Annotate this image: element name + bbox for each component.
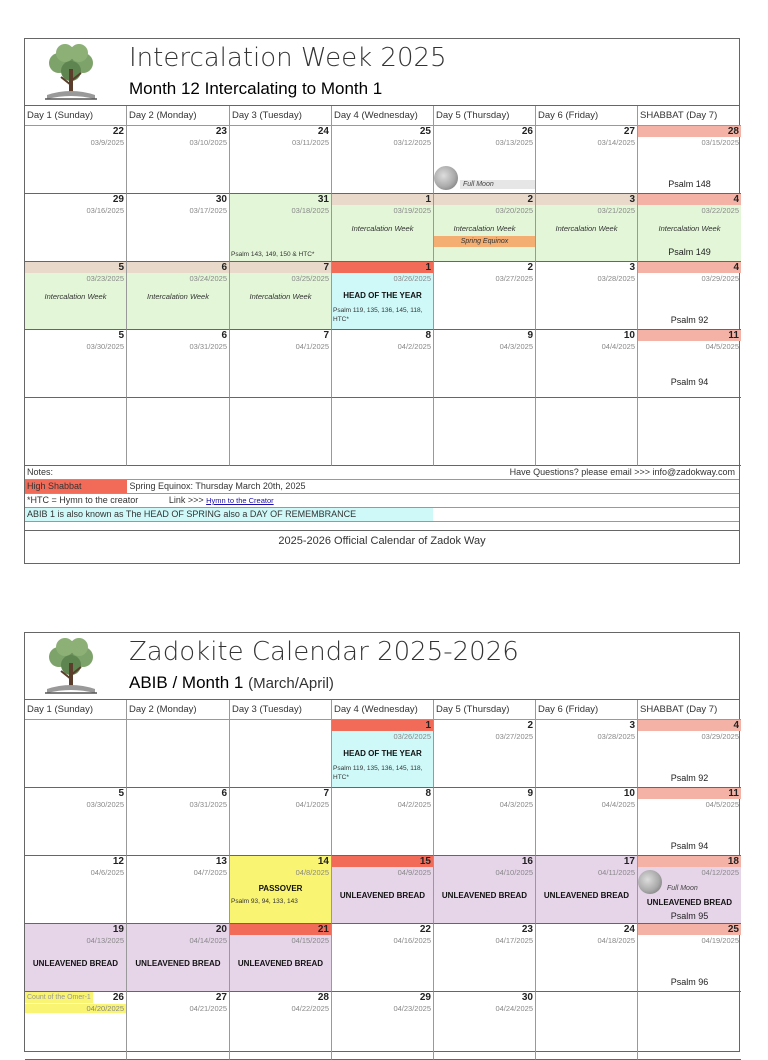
day-header: Day 4 (Wednesday)	[332, 700, 434, 720]
htc-note: *HTC = Hymn to the creator	[27, 495, 139, 505]
day-cell	[536, 856, 638, 924]
day-cell	[25, 924, 127, 992]
day-cell	[638, 194, 741, 262]
day-cell	[230, 924, 332, 992]
day-cell	[332, 924, 434, 992]
gregorian-date: 03/29/2025	[701, 732, 739, 741]
day-number: 12	[112, 856, 124, 867]
day-number: 26	[521, 126, 533, 137]
day-cell	[230, 262, 332, 330]
gregorian-date: 03/12/2025	[393, 138, 431, 147]
day-cell	[127, 788, 230, 856]
day-number: 29	[112, 194, 124, 205]
day-number: 3	[629, 262, 635, 273]
day-cell	[536, 330, 638, 398]
day-number: 18	[638, 856, 741, 867]
gregorian-date: 03/25/2025	[291, 274, 329, 283]
day-number: 23	[215, 126, 227, 137]
day-cell	[536, 262, 638, 330]
abib-note: ABIB 1 is also known as The HEAD OF SPRING also a DAY OF REMEMBRANCE	[25, 508, 433, 521]
day-number: 4	[638, 720, 741, 731]
day-number: 13	[215, 856, 227, 867]
day-number: 1	[332, 194, 433, 205]
day-header: Day 2 (Monday)	[127, 106, 230, 126]
day-cell	[434, 262, 536, 330]
day-cell	[638, 262, 741, 330]
gregorian-date: 04/11/2025	[598, 868, 635, 877]
equinox-label: Spring Equinox	[434, 236, 535, 247]
empty-cell	[127, 720, 230, 788]
day-header: SHABBAT (Day 7)	[638, 106, 741, 126]
day-header: Day 1 (Sunday)	[25, 106, 127, 126]
gregorian-date: 04/23/2025	[393, 1004, 431, 1013]
day-header: Day 6 (Friday)	[536, 106, 638, 126]
feast-label: UNLEAVENED BREAD	[135, 959, 221, 968]
day-header: Day 1 (Sunday)	[25, 700, 127, 720]
notes-label: Notes:	[27, 467, 54, 477]
day-number: 8	[425, 330, 431, 341]
day-cell	[434, 856, 536, 924]
day-cell	[332, 330, 434, 398]
day-cell	[332, 992, 434, 1060]
feast-label: UNLEAVENED BREAD	[237, 959, 324, 968]
day-cell	[230, 330, 332, 398]
event-label: Intercalation Week	[249, 292, 312, 301]
gregorian-date: 04/10/2025	[495, 868, 533, 877]
day-number: 10	[623, 330, 635, 341]
gregorian-date: 03/15/2025	[701, 138, 739, 147]
gregorian-date: 03/29/2025	[701, 274, 739, 283]
day-number: 7	[323, 788, 329, 799]
gregorian-date: 03/26/2025	[393, 732, 431, 741]
day-header: Day 5 (Thursday)	[434, 700, 536, 720]
psalm-note: Psalm 119, 135, 136, 145, 118, HTC*	[333, 765, 423, 781]
day-header-row	[25, 106, 739, 126]
day-cell	[127, 126, 230, 194]
page-title: Intercalation Week 2025	[129, 43, 447, 73]
day-header: Day 3 (Tuesday)	[230, 106, 332, 126]
day-cell	[127, 194, 230, 262]
gregorian-date: 03/10/2025	[189, 138, 227, 147]
day-number: 15	[332, 856, 433, 867]
psalm-label: Psalm 95	[670, 911, 709, 921]
day-number-text: 26	[112, 992, 124, 1003]
gregorian-date: 04/5/2025	[705, 342, 739, 351]
day-cell	[536, 720, 638, 788]
gregorian-date: 03/31/2025	[189, 800, 227, 809]
gregorian-date: 03/30/2025	[86, 800, 124, 809]
omer-label: Count of the Omer-1	[27, 994, 91, 1001]
gregorian-date: 04/9/2025	[397, 868, 431, 877]
feast-label: UNLEAVENED BREAD	[441, 891, 528, 900]
day-number: 3	[629, 720, 635, 731]
calendar-abib	[24, 632, 740, 1052]
legend-row	[25, 480, 739, 494]
day-number: 23	[521, 924, 533, 935]
day-cell	[434, 126, 536, 194]
day-header: Day 5 (Thursday)	[434, 106, 536, 126]
calendar-intercalation	[24, 38, 740, 564]
day-number: 22	[112, 126, 124, 137]
psalm-note: Psalm 93, 94, 133, 143	[231, 898, 298, 905]
psalm-note: Psalm 143, 149, 150 & HTC*	[231, 251, 315, 258]
equinox-note: Spring Equinox: Thursday March 20th, 2025	[129, 481, 306, 491]
day-number: 21	[230, 924, 331, 935]
empty-cell	[230, 398, 332, 466]
gregorian-date: 03/19/2025	[393, 206, 431, 215]
day-cell	[434, 330, 536, 398]
day-number: 17	[623, 856, 635, 867]
gregorian-date: 03/18/2025	[291, 206, 329, 215]
day-cell	[536, 788, 638, 856]
day-cell	[230, 788, 332, 856]
day-header-row	[25, 700, 739, 720]
empty-cell	[638, 992, 741, 1060]
gregorian-date: 03/31/2025	[189, 342, 227, 351]
day-header: Day 6 (Friday)	[536, 700, 638, 720]
abib-row	[25, 508, 739, 522]
day-number: 7	[323, 330, 329, 341]
psalm-label: Psalm 148	[668, 179, 711, 189]
gregorian-date: 04/8/2025	[295, 868, 329, 877]
day-cell	[230, 856, 332, 924]
full-moon-icon	[434, 166, 458, 190]
gregorian-date: 03/27/2025	[495, 274, 533, 283]
day-number: 25	[419, 126, 431, 137]
event-label: Intercalation Week	[147, 292, 209, 301]
gregorian-date: 04/15/2025	[291, 936, 329, 945]
calendar-footer: 2025-2026 Official Calendar of Zadok Way	[25, 530, 739, 551]
month-span: (March/April)	[248, 675, 334, 692]
psalm-label: Psalm 149	[668, 247, 711, 257]
link-label: Link >>>	[168, 495, 204, 505]
psalm-label: Psalm 96	[670, 977, 709, 987]
gregorian-date: 04/1/2025	[295, 342, 329, 351]
day-number: 1	[332, 720, 433, 731]
gregorian-date: 04/1/2025	[295, 800, 329, 809]
day-number: 10	[623, 788, 635, 799]
gregorian-date: 04/3/2025	[499, 800, 533, 809]
day-cell	[230, 992, 332, 1060]
feast-label: UNLEAVENED BREAD	[32, 959, 119, 968]
notes-row	[25, 466, 739, 480]
empty-cell	[434, 398, 536, 466]
event-label: Intercalation Week	[44, 292, 107, 301]
gregorian-date: 04/4/2025	[601, 342, 635, 351]
day-number: 2	[527, 720, 533, 731]
gregorian-date: 03/27/2025	[495, 732, 533, 741]
day-cell	[25, 126, 127, 194]
day-cell	[332, 856, 434, 924]
gregorian-date: 04/20/2025	[25, 1004, 126, 1013]
gregorian-date: 03/28/2025	[597, 274, 635, 283]
day-number: 3	[536, 194, 637, 205]
day-number: 24	[317, 126, 329, 137]
full-moon-icon	[638, 870, 662, 894]
empty-cell	[25, 720, 127, 788]
gregorian-date: 04/6/2025	[90, 868, 124, 877]
day-header: Day 3 (Tuesday)	[230, 700, 332, 720]
gregorian-date: 04/7/2025	[193, 868, 227, 877]
day-number: 30	[521, 992, 533, 1003]
day-cell	[638, 924, 741, 992]
day-number: 22	[419, 924, 431, 935]
gregorian-date: 03/21/2025	[597, 206, 635, 215]
gregorian-date: 03/9/2025	[90, 138, 124, 147]
gregorian-date: 03/17/2025	[189, 206, 227, 215]
day-cell	[434, 720, 536, 788]
gregorian-date: 04/17/2025	[495, 936, 533, 945]
day-cell	[25, 992, 127, 1060]
gregorian-date: 03/30/2025	[86, 342, 124, 351]
day-cell	[127, 856, 230, 924]
day-number: 6	[221, 330, 227, 341]
feast-label: UNLEAVENED BREAD	[543, 891, 630, 900]
day-number: 14	[317, 856, 329, 867]
day-number: 20	[215, 924, 227, 935]
day-number: 31	[317, 194, 329, 205]
day-number: 28	[638, 126, 741, 137]
day-cell	[638, 720, 741, 788]
day-number: 9	[527, 330, 533, 341]
gregorian-date: 03/13/2025	[495, 138, 533, 147]
day-cell	[127, 924, 230, 992]
psalm-label: Psalm 94	[670, 841, 709, 851]
feast-label: UNLEAVENED BREAD	[339, 891, 426, 900]
day-number: 8	[425, 788, 431, 799]
week-row	[25, 126, 739, 466]
day-number: 16	[521, 856, 533, 867]
day-number: 1	[332, 262, 433, 273]
gregorian-date: 04/21/2025	[189, 1004, 227, 1013]
day-cell	[434, 992, 536, 1060]
day-cell	[127, 262, 230, 330]
week-row	[25, 720, 739, 1060]
event-label: Intercalation Week	[351, 224, 414, 233]
day-cell	[25, 788, 127, 856]
day-number: 27	[215, 992, 227, 1003]
day-number: 6	[221, 788, 227, 799]
day-number: 5	[118, 330, 124, 341]
day-cell	[332, 720, 434, 788]
full-moon-label: Full Moon	[460, 180, 535, 189]
gregorian-date: 04/2/2025	[397, 800, 431, 809]
notes-section	[25, 466, 739, 530]
psalm-label: Psalm 92	[670, 315, 709, 325]
gregorian-date: 04/5/2025	[705, 800, 739, 809]
day-header: SHABBAT (Day 7)	[638, 700, 741, 720]
day-number: 4	[638, 262, 741, 273]
empty-cell	[536, 992, 638, 1060]
day-number: 7	[230, 262, 331, 273]
day-number: 19	[112, 924, 124, 935]
day-number: 9	[527, 788, 533, 799]
day-number: 4	[638, 194, 741, 205]
day-number: 11	[638, 330, 741, 341]
day-cell	[127, 992, 230, 1060]
gregorian-date: 04/22/2025	[291, 1004, 329, 1013]
gregorian-date: 04/4/2025	[601, 800, 635, 809]
day-number: 28	[317, 992, 329, 1003]
page-subtitle: Month 12 Intercalating to Month 1	[129, 79, 383, 98]
psalm-label: Psalm 92	[670, 773, 709, 783]
day-cell	[434, 924, 536, 992]
empty-cell	[25, 398, 127, 466]
feast-label: UNLEAVENED BREAD	[646, 898, 733, 907]
feast-label: PASSOVER	[258, 884, 303, 893]
high-shabbat-legend: High Shabbat	[25, 480, 127, 493]
gregorian-date: 03/22/2025	[701, 206, 739, 215]
htc-row	[25, 494, 739, 508]
calendar-header	[25, 39, 739, 106]
event-label: Intercalation Week	[453, 224, 516, 233]
empty-cell	[230, 720, 332, 788]
month-name: ABIB / Month 1	[129, 673, 244, 692]
contact-text: Have Questions? please email >>> info@zadokway.com	[509, 467, 735, 477]
event-label: Intercalation Week	[555, 224, 618, 233]
gregorian-date: 04/16/2025	[393, 936, 431, 945]
feast-label: HEAD OF THE YEAR	[343, 749, 422, 758]
page-title: Zadokite Calendar 2025-2026	[129, 637, 519, 667]
gregorian-date: 04/19/2025	[701, 936, 739, 945]
day-cell	[536, 924, 638, 992]
day-cell	[230, 194, 332, 262]
psalm-label: Psalm 94	[670, 377, 709, 387]
gregorian-date: 03/23/2025	[86, 274, 124, 283]
gregorian-date: 03/20/2025	[495, 206, 533, 215]
empty-cell	[332, 398, 434, 466]
gregorian-date: 04/14/2025	[189, 936, 227, 945]
day-number: 30	[215, 194, 227, 205]
gregorian-date: 04/2/2025	[397, 342, 431, 351]
empty-cell	[127, 398, 230, 466]
day-cell	[434, 788, 536, 856]
gregorian-date: 03/28/2025	[597, 732, 635, 741]
gregorian-date: 03/24/2025	[189, 274, 227, 283]
day-cell	[434, 194, 536, 262]
empty-cell	[536, 398, 638, 466]
page-subtitle	[129, 673, 334, 693]
day-number: 2	[434, 194, 535, 205]
hymn-link[interactable]: Hymn to the Creator	[206, 496, 274, 505]
day-cell	[638, 126, 741, 194]
gregorian-date: 03/16/2025	[86, 206, 124, 215]
gregorian-date: 04/18/2025	[597, 936, 635, 945]
day-number: 5	[25, 262, 126, 273]
psalm-note: Psalm 119, 135, 136, 145, 118, HTC*	[333, 307, 423, 323]
event-label: Intercalation Week	[658, 224, 721, 233]
day-cell	[25, 262, 127, 330]
gregorian-date: 04/24/2025	[495, 1004, 533, 1013]
gregorian-date: 03/14/2025	[597, 138, 635, 147]
spacer-row	[25, 522, 739, 530]
day-number: 6	[127, 262, 229, 273]
day-cell	[638, 330, 741, 398]
day-cell	[127, 330, 230, 398]
gregorian-date: 03/26/2025	[393, 274, 431, 283]
day-cell	[536, 126, 638, 194]
day-cell	[332, 194, 434, 262]
feast-label: HEAD OF THE YEAR	[343, 291, 422, 300]
day-cell	[332, 126, 434, 194]
day-cell	[638, 788, 741, 856]
day-cell	[332, 262, 434, 330]
day-number: 24	[623, 924, 635, 935]
day-number: 29	[419, 992, 431, 1003]
day-number	[25, 992, 126, 1003]
gregorian-date: 04/13/2025	[86, 936, 124, 945]
full-moon-label: Full Moon	[667, 885, 698, 892]
day-cell	[230, 126, 332, 194]
gregorian-date: 04/12/2025	[701, 868, 739, 877]
day-cell	[25, 856, 127, 924]
day-number: 5	[118, 788, 124, 799]
day-header: Day 2 (Monday)	[127, 700, 230, 720]
day-header: Day 4 (Wednesday)	[332, 106, 434, 126]
gregorian-date: 03/11/2025	[292, 138, 329, 147]
tree-logo-icon	[39, 41, 103, 103]
gregorian-date: 04/3/2025	[499, 342, 533, 351]
day-number: 27	[623, 126, 635, 137]
day-number: 11	[638, 788, 741, 799]
tree-logo-icon	[39, 635, 103, 697]
day-cell	[25, 194, 127, 262]
day-cell	[638, 856, 741, 924]
day-cell	[25, 330, 127, 398]
day-cell	[332, 788, 434, 856]
day-cell	[536, 194, 638, 262]
day-number: 25	[638, 924, 741, 935]
day-number: 2	[527, 262, 533, 273]
calendar-header	[25, 633, 739, 700]
empty-cell	[638, 398, 741, 466]
